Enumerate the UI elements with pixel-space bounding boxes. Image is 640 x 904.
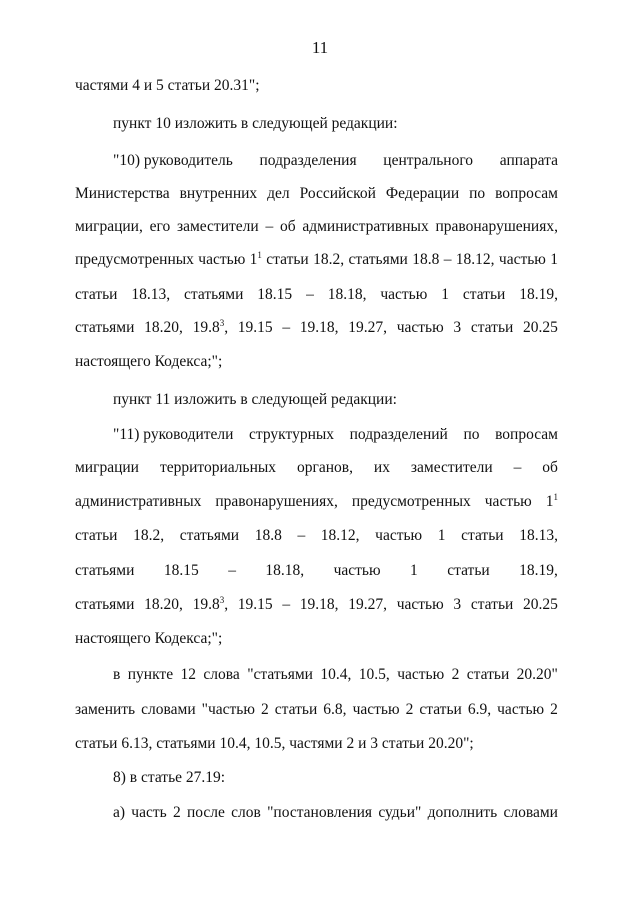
word: – <box>282 596 291 613</box>
text-line <box>113 768 558 788</box>
word: статьями <box>75 319 135 336</box>
word: 2 <box>172 804 181 821</box>
text-line <box>75 285 558 305</box>
word: 20.25 <box>523 319 558 336</box>
word: 18.12, <box>320 527 360 544</box>
text-line <box>75 629 558 649</box>
word: правонарушениях, <box>215 493 338 510</box>
word: статьями <box>184 286 244 303</box>
word: словами <box>503 804 558 821</box>
word: 18.19, <box>519 562 558 579</box>
word: Российской <box>299 185 376 202</box>
word: 18.8 <box>254 527 282 544</box>
word: 10.5, <box>358 666 390 683</box>
word: 19.27, <box>348 319 387 336</box>
word: частью <box>498 251 546 268</box>
word: статьи <box>75 527 118 544</box>
word: дополнить <box>427 804 498 821</box>
word: настоящего Кодекса;"; <box>75 353 223 370</box>
word: 19.8$^3$, <box>192 318 229 336</box>
word: статьи <box>447 562 490 579</box>
word: правонарушениях, <box>435 218 558 235</box>
word: 18.12, <box>455 251 495 268</box>
text-line <box>75 526 558 546</box>
word: предусмотренных <box>351 493 471 510</box>
word: 3 <box>453 596 462 613</box>
word: частями 4 и 5 статьи 20.31"; <box>75 77 260 94</box>
word: в <box>113 666 121 683</box>
word: – <box>513 459 522 476</box>
word: об <box>542 459 558 476</box>
word: Министерства <box>75 185 170 202</box>
word: статьи <box>274 701 318 718</box>
text-line <box>113 425 558 445</box>
word: вопросам <box>495 426 558 443</box>
word: – <box>443 251 452 268</box>
word: 18.13, <box>519 527 558 544</box>
word: 1 <box>410 562 418 579</box>
text-line <box>75 458 558 478</box>
word: аппарата <box>499 152 558 169</box>
word: "статьями <box>247 666 313 683</box>
word: $1^1$ <box>249 250 262 268</box>
word: 18.18, <box>327 286 367 303</box>
word: 19.15 <box>237 596 273 613</box>
word: слов <box>231 804 261 821</box>
word: статьи <box>462 286 506 303</box>
word: пункт 10 изложить в следующей редакции: <box>113 115 398 132</box>
word: 12 <box>180 666 196 683</box>
word: – <box>265 218 274 235</box>
word: центрального <box>383 152 474 169</box>
superscript-suffix: , <box>224 596 229 613</box>
superscript: 3 <box>219 595 225 605</box>
text-line <box>75 184 558 204</box>
word: частью <box>396 319 444 336</box>
word: 18.19, <box>519 286 558 303</box>
word: 18.18, <box>265 562 305 579</box>
word: 18.15 <box>163 562 199 579</box>
text-line <box>75 734 558 754</box>
word: по <box>463 426 480 443</box>
page-number: 11 <box>311 38 329 57</box>
word: статьями <box>75 596 135 613</box>
word: – <box>297 527 306 544</box>
word: 20.25 <box>523 596 558 613</box>
word: – <box>306 286 314 303</box>
word: заменить <box>75 701 136 718</box>
word: вопросам <box>495 185 558 202</box>
word: 19.8$^3$, <box>192 595 229 613</box>
word: статьи <box>419 701 462 718</box>
word: заместители <box>176 218 259 235</box>
word: "частью <box>201 701 255 718</box>
word: 20.20" <box>516 666 558 683</box>
word: статьями <box>75 562 135 579</box>
word: частью <box>375 527 423 544</box>
word: $1^1$ <box>545 492 558 510</box>
word: – <box>282 319 291 336</box>
word: статьи <box>470 319 514 336</box>
superscript-suffix: , <box>224 319 229 336</box>
word: "10) руководитель <box>113 152 233 169</box>
text-line <box>75 595 558 616</box>
superscript: 1 <box>553 492 558 502</box>
word: статьи <box>75 286 118 303</box>
word: 6.9, <box>467 701 492 718</box>
word: миграции, <box>75 218 143 235</box>
word: административных <box>302 218 429 235</box>
word: статьи <box>466 666 510 683</box>
word: "постановления <box>267 804 373 821</box>
word: – <box>228 562 236 579</box>
word: 1 <box>441 286 449 303</box>
text-line <box>75 217 558 237</box>
word: 2 <box>261 701 269 718</box>
word: 1 <box>437 527 446 544</box>
word: слова <box>203 666 240 683</box>
word: часть <box>131 804 167 821</box>
word: 18.13, <box>131 286 171 303</box>
text-line <box>113 151 558 171</box>
word: настоящего Кодекса;"; <box>75 630 223 647</box>
word: 3 <box>453 319 462 336</box>
word: органов, <box>296 459 353 476</box>
word: частью <box>352 701 400 718</box>
word: статьи 6.13, статьями 10.4, 10.5, частями 2 и 3 статьи 20.20"; <box>75 735 474 752</box>
word: 6.8, <box>323 701 347 718</box>
text-line <box>113 390 558 410</box>
superscript: 3 <box>219 318 225 328</box>
word: 18.20, <box>144 319 183 336</box>
text-line <box>113 114 558 134</box>
word: 1 <box>550 251 558 268</box>
word: статьями <box>179 527 240 544</box>
word: административных <box>75 493 202 510</box>
word: внутренних <box>179 185 258 202</box>
word: миграции <box>75 459 139 476</box>
word: 18.2, <box>133 527 165 544</box>
word: 19.15 <box>237 319 273 336</box>
word: 2 <box>550 701 558 718</box>
word: частью <box>396 596 444 613</box>
word: статьи <box>266 251 309 268</box>
word: его <box>149 218 171 235</box>
word: статьи <box>470 596 514 613</box>
word: 19.18, <box>299 596 339 613</box>
word: словами <box>141 701 196 718</box>
word: статьями <box>348 251 408 268</box>
word: Федерации <box>385 185 460 202</box>
word: 2 <box>405 701 414 718</box>
word: пункт 11 изложить в следующей редакции: <box>113 391 397 408</box>
text-line <box>75 700 558 720</box>
word: их <box>373 459 390 476</box>
word: 18.15 <box>257 286 293 303</box>
word: статьи <box>461 527 504 544</box>
text-line <box>75 76 558 96</box>
word: частью <box>484 493 532 510</box>
word: заместители <box>410 459 493 476</box>
text-line <box>75 561 558 581</box>
word: дел <box>267 185 290 202</box>
text-line <box>75 352 558 372</box>
word: частью <box>333 562 381 579</box>
word: 19.27, <box>348 596 387 613</box>
word: частью <box>198 251 246 268</box>
word: а) <box>113 804 126 821</box>
word: пункте <box>127 666 174 683</box>
text-line <box>75 250 558 271</box>
word: после <box>186 804 225 821</box>
word: 10.4, <box>320 666 352 683</box>
word: 8) в статье 27.19: <box>113 769 226 786</box>
word: структурных <box>249 426 335 443</box>
word: территориальных <box>159 459 277 476</box>
text-line <box>75 492 558 513</box>
word: 2 <box>451 666 460 683</box>
word: судьи" <box>378 804 422 821</box>
superscript: 1 <box>257 250 262 260</box>
word: частью <box>497 701 545 718</box>
word: предусмотренных <box>75 251 194 268</box>
word: 19.18, <box>299 319 339 336</box>
word: об <box>279 218 296 235</box>
word: частью <box>397 666 445 683</box>
word: по <box>469 185 486 202</box>
word: 18.20, <box>144 596 183 613</box>
word: частью <box>380 286 428 303</box>
word: подразделений <box>349 426 448 443</box>
word: 18.8 <box>412 251 440 268</box>
word: "11) руководители <box>113 426 234 443</box>
word: 18.2, <box>313 251 345 268</box>
text-line <box>113 665 558 685</box>
text-line <box>75 318 558 339</box>
word: подразделения <box>259 152 357 169</box>
text-line <box>113 803 558 823</box>
